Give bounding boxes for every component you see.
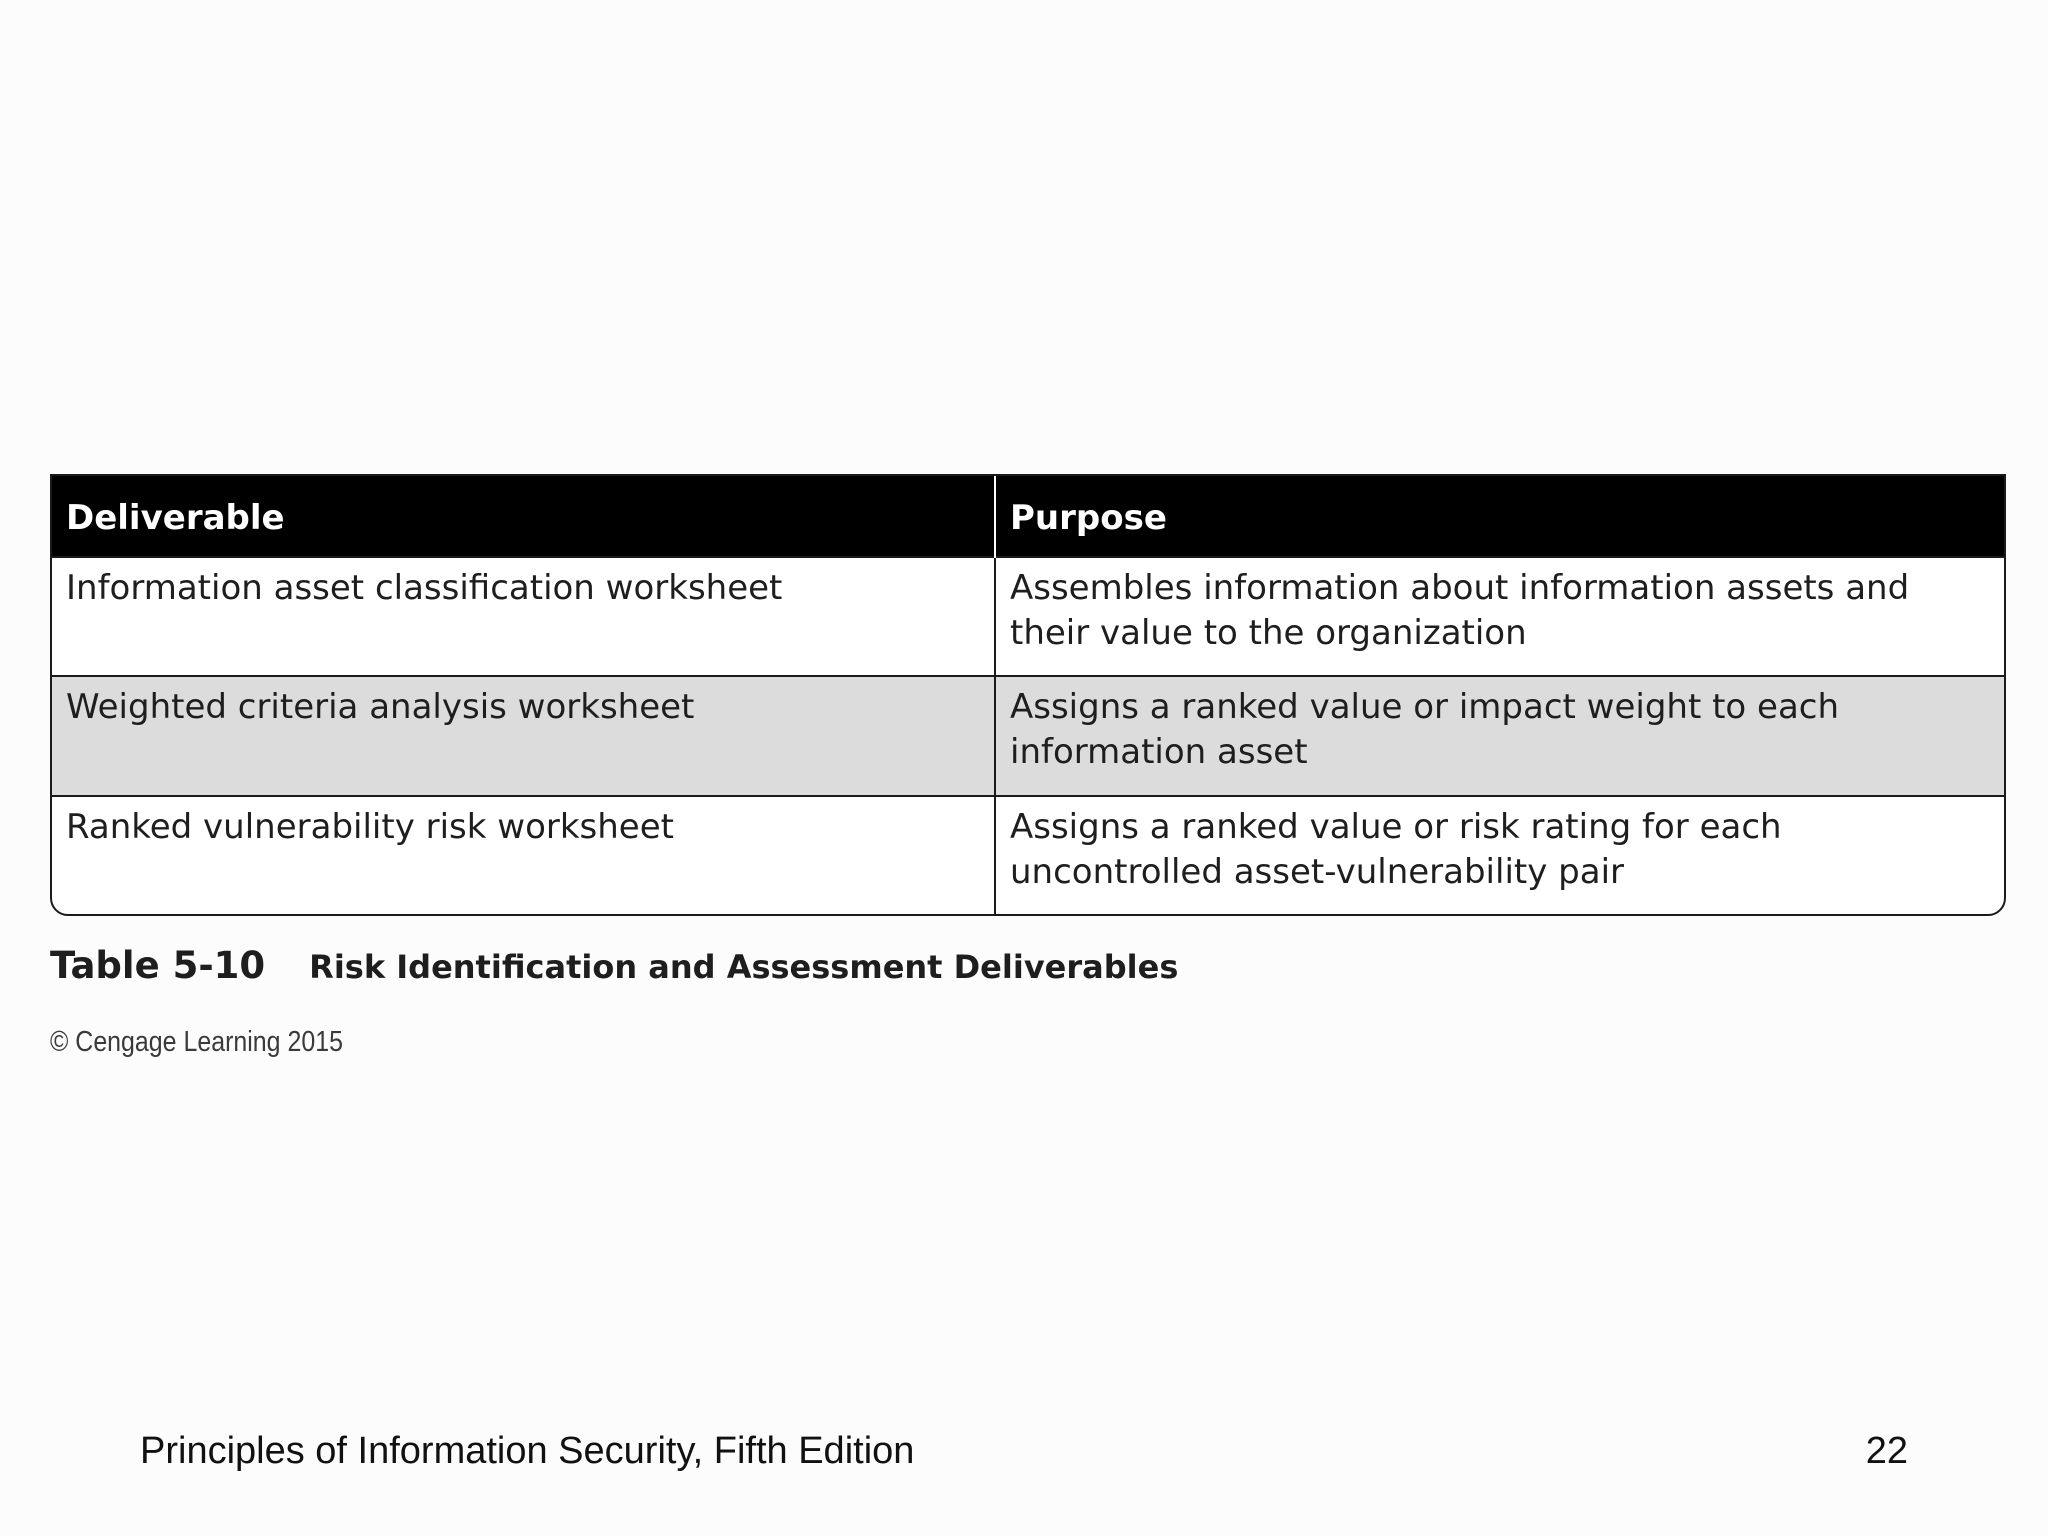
deliverable-cell: Weighted criteria analysis worksheet	[52, 676, 995, 795]
table-row	[52, 557, 2004, 676]
purpose-cell: Assigns a ranked value or risk rating for each uncontrolled asset-vulnerability pair	[995, 796, 2004, 914]
purpose-cell: Assigns a ranked value or impact weight to each information asset	[995, 676, 2004, 795]
table-number: Table 5-10	[50, 944, 266, 987]
page-number: 22	[1865, 1430, 1908, 1472]
copyright-notice: © Cengage Learning 2015	[50, 1026, 343, 1058]
deliverable-cell: Information asset classification worksheet	[52, 557, 995, 676]
deliverables-table	[50, 474, 2006, 916]
table-header-row	[52, 476, 2004, 557]
purpose-cell: Assembles information about information assets and their value to the organization	[995, 557, 2004, 676]
footer-book-title: Principles of Information Security, Fifth Edition	[140, 1430, 915, 1472]
table	[52, 476, 2004, 914]
column-header-purpose: Purpose	[995, 476, 2004, 557]
table-row	[52, 796, 2004, 914]
table-title: Risk Identification and Assessment Deliverables	[309, 948, 1179, 986]
column-header-deliverable: Deliverable	[52, 476, 995, 557]
table-row	[52, 676, 2004, 795]
table-caption	[50, 944, 1178, 987]
deliverable-cell: Ranked vulnerability risk worksheet	[52, 796, 995, 914]
